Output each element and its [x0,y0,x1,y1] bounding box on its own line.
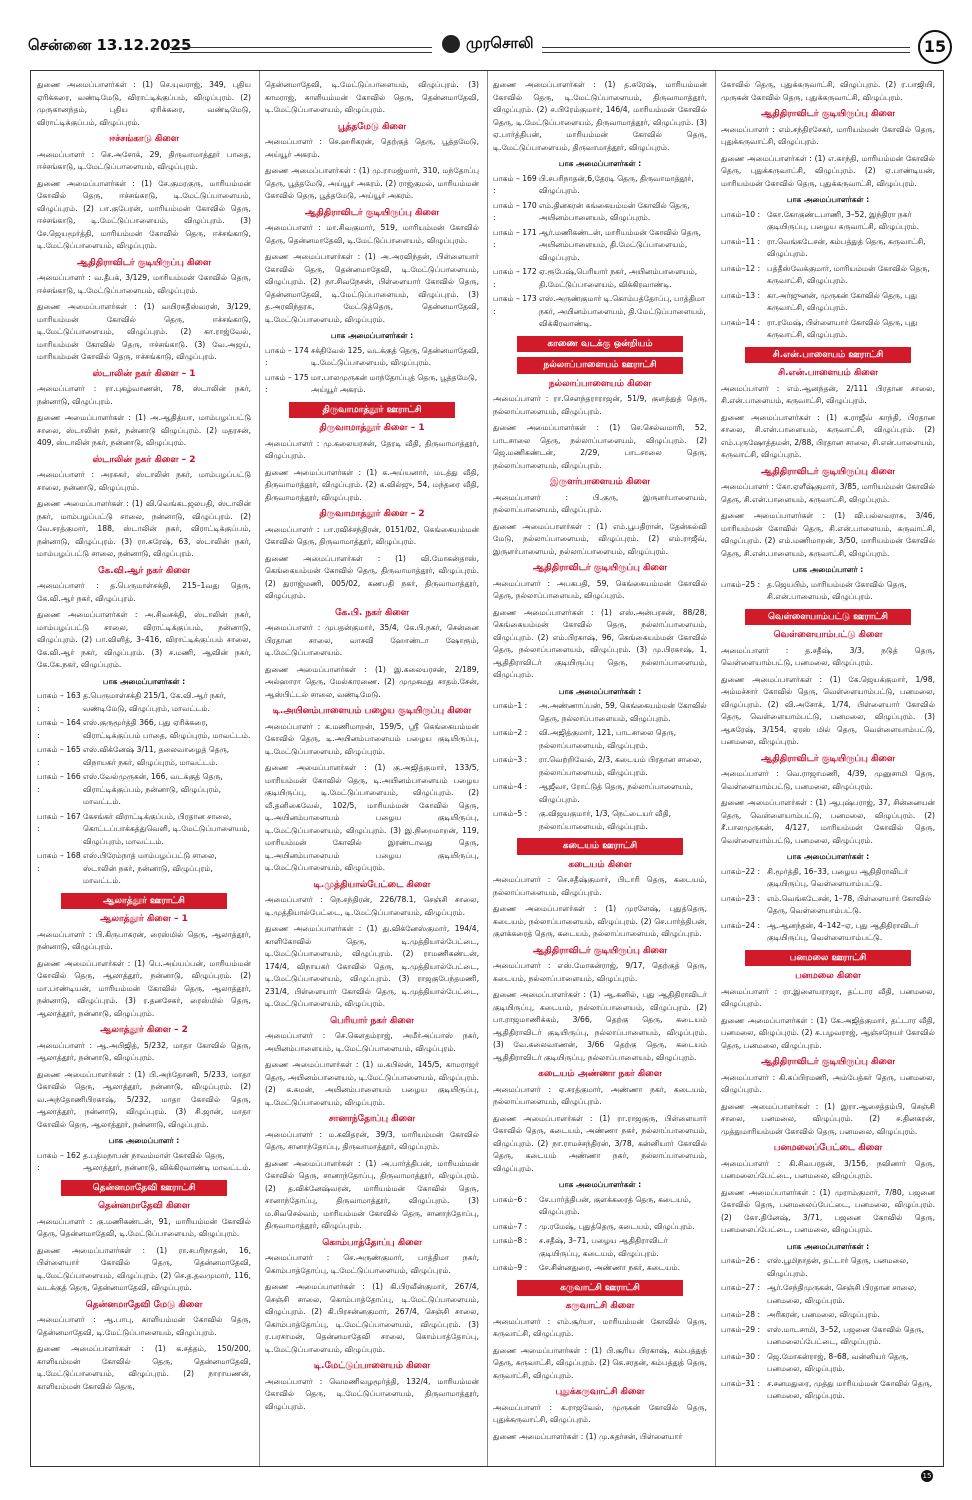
branch-heading: ஆதிதிராவிடர் குடியிருப்பு கிளை [761,109,895,119]
paragraph: அமைப்பாளர் : கு.மணிகண்டன், 91, மாரியம்மன் கோவில் தெரு, தென்னமாதேவி, டி.மேட்டுப்பாளையம், விழுப்புரம். [37,1216,251,1238]
booth-list [721,579,935,604]
booth-row [721,920,935,945]
booth-number: பாகம் – 168 : [37,851,81,873]
issue-date: சென்னை 13.12.2025 [28,36,192,54]
masthead [442,34,534,54]
section-banner: திருவாமாத்தூர் ஊராட்சி [289,402,455,419]
booth-organizer: எஸ்.அருண்குமார் டி.கொம்பத்தோப்பு, பாத்திமா நகர், அயினம்பாளையம், தி.மேட்டுப்பாளையம், விக்கிரவாண்டி. [539,294,706,328]
booth-row [37,850,251,888]
booth-number: பாகம்–24 : [721,920,761,930]
booth-row [37,744,251,769]
booth-row [721,209,935,234]
booth-row [37,717,251,742]
paragraph: துணை அமைப்பாளர்கள் : (1) கி.பிரவீன்குமார், 267/4, செஞ்சி சாலை, கொம்பாத்தோப்பு, டி.மேட்டுப்பாளையம், விழுப்புரம். (2) கி.பிரசன்னகுமார், 267/4, செஞ்சி சாலை, கொம்பாத்தோப்பு, டி.மேட்டுப்பாளையம், விழுப்புரம். (3) ர.பரசாமன், தென்னமாதேவி சாலை, கொம்பாத்தோப்பு, டி.மேட்டுப்பாளையம், விழுப்புரம். [265,1282,479,1354]
booth-row [493,266,707,291]
booth-organizer: ஏ.ரூபேஷ்,பெரியார் நகர், அயினம்பாளையம், தி.மேட்டுப்பாளையம், விக்கிரவாண்டி. [539,267,698,289]
branch-heading: இருளர்பாளையம் கிளை [549,477,651,487]
paragraph: அமைப்பாளர் : எம்.சந்திரசேகர், மாரியம்மன் கோவில் தெரு, புதுக்கருவாட்சி, விழுப்புரம். [721,124,935,146]
branch-heading: ஆலாத்தூர் கிளை – 1 [100,914,188,924]
booth-row [721,1255,935,1280]
branch-heading: நல்லாப்பாளையம் கிளை [548,378,652,389]
article-frame [30,70,944,1467]
paragraph: துணை அமைப்பாளர்கள் : (1) முரளேஷ், புதுத்தெரு, கடையம், நல்லாப்பாளையம், விழுப்புரம். (2) செ.பார்த்திபன், குளக்கரைத் தெரு, கடையம், நல்லாப்பாளையம், விழுப்புரம். [493,904,707,938]
branch-heading: ஆதிதிராவிடர் குடியிருப்பு கிளை [77,257,211,268]
booth-row [721,579,935,604]
paragraph: அமைப்பாளர் : க.மணிமாறன், 159/5, ஸ்ரீ கெங்கையம்மன் கோவில் தெரு, டி.அயினம்பாளையம் பழைய குடியிருப்பு, டி.மேட்டுப்பாளையம், விழுப்புரம். [265,721,479,756]
booth-number: பாகம் – 162 : [37,1150,81,1172]
branch-heading: ஸ்டாலின் நகர் கிளை – 1 [92,368,196,379]
paragraph: துணை அமைப்பாளர்கள் : (1) மு.ராமஜ்மார், 310, மந்தோப்பு தெரு, பூத்தமேடு, அய்யூர் அகரம். (2) ராஜ்குமல், மாரியம்மன் கோவில் தெரு, பூத்தமேடு, அய்யூர் அகரம். [265,166,479,200]
booth-row [721,866,935,891]
booth-row [493,754,707,779]
branch-heading: ஆதிதிராவிடர் குடியிருப்பு கிளை [533,945,667,956]
paragraph: துணை அமைப்பாளர்கள் : (1) எ.காந்தி, மாரியம்மன் கோவில் தெரு, புதுக்கருவாட்சி, விழுப்புரம். (2) ஏ.பாண்டியன், மாரியம்மன் கோவில் தெரு, புதுக்கருவாட்சி, விழுப்புரம். [721,153,935,188]
booth-number: பாகம்–14 : [721,317,761,327]
paragraph: அமைப்பாளர் : கி.கப்பிரமணி, அம்பேத்கர் தெரு, பனமலை, விழுப்புரம். [721,1072,935,1094]
paragraph: துணை அமைப்பாளர்கள் : (1) ரா.ராஜகுரு, பிள்ளையார் கோவில் தெரு, கடையம், அண்ணா நகர், நல்லாப்பாளையம், விழுப்புரம். (2) நா.ராமச்சந்திரன், 3/78, கன்னியார் கோவில் தெரு, கடையம் அண்ணா நகர், நல்லாப்பாளையம், விழுப்புரம். [493,1113,707,1173]
header-rule-left [170,47,432,53]
paragraph: அமைப்பாளர் : பி.குரு, இருளர்பாளையம், நல்லாப்பாளையம், விழுப்புரம். [493,492,707,514]
paragraph: அமைப்பாளர் : செ.அசோக், 29, திருவாமாத்தூர் பாதை, ஈச்சங்காடு, டி.மேட்டுப்பாளையம், விழுப்புரம். [37,149,251,171]
column-4 [721,79,935,1405]
branch-heading: பெரியார் நகர் கிளை [330,1015,414,1026]
paragraph: அமைப்பாளர் : ரா.இளையராஜா, தட்டார வீதி, பனமலை, விழுப்புரம். [721,986,935,1008]
paragraph: துணை அமைப்பாளர்கள் : (1) அ.அரவிந்தன், பிள்ளையார் கோவில் தெரு, தென்னமாதேவி, டி.மேட்டுப்பாளையம், விழுப்புரம். (2) நா.சிவநேசன், பிள்ளையார் கோவில் தெரு, தென்னமாதேவி, டி.மேட்டுப்பாளையம், விழுப்புரம். (3) த.அரவிந்தரசு, மேட்டுத்தெரு, தென்னமாதேவி, டி.மேட்டுப்பாளையம், விழுப்புரம். [265,252,479,324]
paragraph: அமைப்பாளர் : மு.கலையரசன், தேரடி வீதி, திருவாமாத்தூர், விழுப்புரம். [265,438,479,460]
paragraph: துணை அமைப்பாளர்கள் : (1) செ.யுவராஜ், 349, புதிய ஏரிக்கரை, வண்டிமேடு, விராட்டிக்குப்பம், விழுப்புரம். (2) முருகானந்தம், புதிய ஏரிக்கரை, வண்டிமேடு, விராட்டிக்குப்பம், விழுப்புரம். [37,80,251,127]
lion-emblem-icon [442,35,460,53]
paragraph: துணை அமைப்பாளர்கள் : (1) முராம்குமார், 7/80, பஜனை கோவில் தெரு, பனமலைப்பேட்டை, பனமலை, விழுப்புரம். (2) கோ.தினேஷ், 3/71, பஜனை கோவில் தெரு, பனமலைப்பேட்டை, பனமலை, விழுப்புரம். [721,1187,935,1234]
booth-list [721,209,935,342]
paragraph: துணை அமைப்பாளர்கள் : (1) வயிரசுதீஸ்வரன், 3/129, மாரியம்மன் கோவில் தெரு, ஈச்சங்காடு, டி.மேட்டுப்பாளையம், விழுப்புரம். (2) கா.ராஜ்வேல், மாரியம்மன் கோவில் தெரு, ஈச்சங்காடு. (3) வே.அஜய், மாரியம்மன் கோவில் தெரு, ஈச்சங்காடு, விழுப்புரம். [37,302,251,361]
booth-organizer: அரிகரன், பனமலை, விழுப்புரம். [767,1310,880,1319]
booth-number: பாகம்–30 : [721,1351,761,1361]
booth-number: பாகம்–1 : [493,701,528,710]
booth-list [493,700,707,833]
branch-heading: கருவாட்சி கிளை [565,1301,635,1311]
paragraph: துணை அமைப்பாளர்கள் : (1) எஸ்.அன்பரசன், 88/28, கெங்கையம்மன் கோவில் தெரு, நல்லாப்பாளையம், விழுப்புரம். (2) எம்.பிரகாஷ், 96, கெங்கையம்மன் கோவில் தெரு, நல்லாப்பாளையம், விழுப்புரம். (3) மு.பிரகாஷ், 1, ஆதிதிராவிடர் குடியிருப்பு தெரு, நல்லாப்பாளையம், விழுப்புரம். [493,607,707,679]
subheading: பாக அமைப்பாளர்கள் : [102,676,186,686]
booth-list [37,690,251,888]
page-number: 15 [918,30,952,64]
booth-organizer: பி.சபரிநாதன்,6,தேரடி தெரு, திருவாமாத்தூர், விழுப்புரம். [539,173,694,195]
paragraph: அமைப்பாளர் : அபகபதி, 59, கெங்கையம்மன் கோவில் தெரு, நல்லாப்பாளையம், விழுப்புரம். [493,578,707,600]
section-banner: தென்னமாதேவி ஊராட்சி [61,1180,227,1197]
booth-organizer: அ.அண்ணாப்பன், 59, கெங்கையம்மன் கோவில் தெரு, நல்லாப்பாளையம், விழுப்புரம். [539,701,707,723]
booth-organizer: கு.விஜயகுமார், 1/3, நெட்டையர் வீதி, நல்லாப்பாளையம், விழுப்புரம். [539,809,672,831]
booth-row [493,700,707,725]
branch-heading: ஈச்சங்காடு கிளை [109,134,179,144]
paragraph: அமைப்பாளர் : வெமணிவழமூர்த்தி, 132/4, மாரியம்மன் கோவில் தெரு, டி.மேட்டுப்பாளையம், திருவாமாத்தூர், விழுப்புரம். [265,1376,479,1411]
booth-organizer: எஸ்.வேல்முருகன், 166, வடக்குத் தெரு, விராட்டிக்குப்பம், நன்னாடு, விழுப்புரம், மாவட்டம். [83,772,223,806]
booth-row [721,290,935,315]
branch-heading: வெள்ளையாம்பட்டு கிளை [773,630,883,640]
booth-number: பாகம்–11 : [721,236,761,246]
booth-organizer: ஆர்.சேந்திமுருகன், செஞ்சி பிரதான சாலை, பனமலை, விழுப்புரம். [767,1283,917,1305]
branch-heading: டி.மேட்டுப்பாளையம் கிளை [313,1361,431,1371]
paragraph: துணை அமைப்பாளர்கள் : (1) ஆபுஷ்பராஜ், 37, சின்னையன் தெரு, வெள்ளையாம்பட்டு, பனமலை, விழுப்புரம். (2) சீ.பாலமுருகன், 4/127, மாரியம்மன் கோவில் தெரு, வெள்ளையாம்பட்டு, பனமலை, விழுப்புரம். [721,798,935,845]
booth-organizer: எஸ்.மாடசாமி, 3–52, பஜனை கோவில் தெரு, பனமலைப்பேட்டை, விழுப்புரம். [767,1324,925,1346]
booth-row [493,293,707,331]
booth-number: பாகம்–9 : [493,1263,528,1272]
column-3 [493,79,707,1447]
branch-heading: ஆதிதிராவிடர் குடியிருப்பு கிளை [761,1057,895,1067]
branch-heading: ஆதிதிராவிடர் குடியிருப்பு கிளை [533,563,667,573]
booth-list [721,866,935,945]
booth-row [493,1235,707,1260]
branch-heading: டி.முத்தியால்பேட்டை கிளை [313,879,431,890]
paragraph: துணை அமைப்பாளர்கள் : அ.சிவசக்தி, ஸ்டாலின் நகர், மாம்பழப்பட்டு சாலை, விராட்டிக்குப்பம், நன்னாடு, விழுப்புரம். (2) பா.விளித், 3–416, விராட்டிக்குப்பம் சாலை, கே.வி.ஆர் நகர், விழுப்புரம். (3) ச.மணி, ஆவின் நகர், கே.கே.நகர், விழுப்புரம். [37,610,251,669]
subheading: பாக அமைப்பாளர் : [792,565,864,574]
booth-number: பாகம் – 172 : [493,267,537,289]
booth-number: பாகம்–2 : [493,728,528,737]
paragraph: துணை அமைப்பாளர்கள் : (1) கே.ஜெயக்குமார், 1/98, அம்மச்சார் கோவில் தெரு, வெள்ளையாம்பட்டு, பனமலை, விழுப்புரம். (2) வி.அசோக், 1/74, பிள்ளையார் கோவில் தெரு, வெள்ளையாம்பட்டு, பனமலை, விழுப்புரம். (3) ஆசுரேஷ், 3/154, ஏரஸ் மில் தெரு, வெள்ளையாம்பட்டு, பனமலை, விழுப்புரம். [721,674,935,746]
booth-row [37,1150,251,1175]
branch-heading: ஸ்டாலின் நகர் கிளை – 2 [92,454,196,465]
paragraph: அமைப்பாளர் : த.சதீஷ், 3/3, நடுத் தெரு, வெள்ளையாம்பட்டு, பனமலை, விழுப்புரம். [721,645,935,667]
branch-heading: ஆலாத்தூர் கிளை – 2 [100,1025,188,1035]
booth-list [37,1150,251,1175]
booth-number: பாகம்–26 : [721,1256,761,1265]
paragraph: துணை அமைப்பாளர்கள் : (1) பெ.அய்யப்பன், மாரியம்மன் கோவில் தெரு, ஆலாத்தூர், நன்னாடு, விழுப்புரம். (2) மா.பாண்டியன், மாரியம்மன் கோவில் தெரு, ஆலாத்தூர், நன்னாடு, விழுப்புரம். (3) ர.தனசேகர், ரைஸ்மில் தெரு, ஆலாத்தூர், நன்னாடு, விழுப்புரம். [37,958,251,1018]
booth-row [37,690,251,715]
branch-heading: கே.பி. நகர் கிளை [335,607,409,618]
paragraph: துணை அமைப்பாளர்கள் : (1) இ.கலையரசன், 2/189, அல்ஹாரா தெரு, மேல்காரணை. (2) முமுகமது சாதம்.சேன், ஆஸ்பிட்டல் சாலை, வண்டிமேடு. [265,664,479,699]
booth-number: பாகம்–5 : [493,809,528,818]
paper-name: முரசொலி [466,34,534,52]
branch-heading: கொம்பாத்தோப்பு கிளை [322,1237,422,1248]
branch-heading: பனமலைப்பேட்டை கிளை [773,1143,883,1153]
branch-heading: பனமலை கிளை [795,971,861,981]
booth-number: பாகம்–6 : [493,1194,528,1204]
paragraph: துணை அமைப்பாளர்கள் : (1) இரா.ஆசைத்தம்பி, செஞ்சி சாலை, பனமலை, விழுப்புரம். (2) ச.தினகரன், முத்துமாரியம்மன் கோவில் தெரு, பனமலை, விழுப்புரம். [721,1101,935,1136]
paragraph: துணை அமைப்பாளர்கள் : (1) ஆ.கனில், புது ஆதிதிராவிடர் குடியிருப்பு, கடையம், நல்லாப்பாளையம், விழுப்புரம். (2) பா.ராஜமாணிக்கம், 3/66, தெற்கு தெரு, கடையம் ஆதிதிராவிடர் குடியிருப்பு, நல்லாப்பாளையம், விழுப்புரம். (3) வே.கலைவாணன், 3/66 தெற்கு தெரு, கடையம் ஆதிதிராவிடர் குடியிருப்பு, நல்லாப்பாளையம், விழுப்புரம். [493,990,707,1062]
booth-row [37,771,251,809]
booth-organizer: சக்திவேல் 125, வடக்குத் தெரு, தென்னமாதேவி, டி.மேட்டுப்பாளையம், விழுப்புரம். [311,345,479,367]
booth-number: பாகம் – 169 : [493,173,537,195]
booth-number: பாகம் – 164 : [37,718,81,740]
booth-row [721,1378,935,1403]
booth-number: பாகம் – 171 : [493,227,537,249]
section-banner: நல்லாப்பாளையம் ஊராட்சி [517,357,683,374]
booth-organizer: த.பெருமாள்சக்தி 215/1, கே.வி.ஆர் நகர், வண்டிமேடு, விழுப்புரம், மாவட்டம். [83,691,227,713]
paragraph: துணை அமைப்பாளர்கள் : (1) க.அய்யனார், மடத்து வீதி, திருவாமாத்தூர், விழுப்புரம். (2) க.வில்ஜு, 54, மந்தரை வீதி, திருவாமாத்தூர், விழுப்புரம். [265,467,479,502]
booth-number: பாகம் – 174 : [265,345,309,367]
booth-number: பாகம்–23 : [721,893,761,903]
paragraph: துணை அமைப்பாளர்கள் : (1) அ.ஆதித்யா, மாம்பழப்பட்டு சாலை, ஸ்டாலின் நகர், நன்னாடு விழுப்புரம். (2) மதரசன், 409, ஸ்டாலின் நகர், நன்னாடு, விழுப்புரம். [37,413,251,447]
booth-row [493,1262,707,1275]
column-1 [37,79,251,1397]
booth-organizer: கோ.கோகுண்டபாணி, 3–52, இந்திரா நகர் குடியிருப்பு, பழைய கருவாட்சி, விழுப்புரம். [767,209,920,231]
page-mark: 15 [922,1472,932,1480]
booth-list [493,173,707,331]
booth-row [721,236,935,261]
branch-heading: பூத்தமேடு கிளை [337,121,407,132]
booth-organizer: எம்.தினகரன் கங்கையம்மன் கோவில் தெரு, அயினம்பாளையம், விழுப்புரம். [539,200,690,222]
paragraph: அமைப்பாளர் : ரா.சௌந்தராராஜன், 51/9, குளத்துத் தெரு, நல்லாப்பாளையம், விழுப்புரம். [493,394,707,416]
paragraph: அமைப்பாளர் : செ.ஹரிகரன், தெற்குத் தெரு, பூத்தமேடு, அய்யூர் அகரம். [265,137,479,159]
booth-organizer: த.பத்மநாபன் நாவம்மாள் கோவில் தெரு, ஆலாத்தூர், நன்னாடு, விக்கிரவாண்டி மாவட்டம். [83,1150,251,1172]
booth-organizer: எஸ்.பூமிநாதன், தட்டார் தெரு, பனமலை, விழுப்புரம். [767,1256,909,1278]
booth-organizer: கேசங்கர் விராட்டிக்குப்பம், பிரதான சாலை, கொட்டப்பாக்கத்துவெளி, டி.மேட்டுப்பாளையம், விழுப்புரம், மாவட்டம். [83,811,250,846]
booth-organizer: ரா.வெங்கடேசன், கம்பத்துத் தெரு, கருவாட்சி, விழுப்புரம். [767,236,926,258]
paragraph: துணை அமைப்பாளர்கள் : (1) வி.பல்லவராசு, 3/46, மாரியம்மன் கோவில் தெரு, சி.என்.பாளையம், கருவாட்சி, விழுப்புரம். (2) எம்.மணிமாறன், 3/50, மாரியம்மன் கோவில் தெரு, சி.என்.பாளையம், கருவாட்சி, விழுப்புரம். [721,511,935,558]
booth-organizer: சே.சின்னதுரை, அண்ணா நகர், கடையம். [539,1263,680,1272]
branch-heading: கடையம் கிளை [568,859,632,870]
paragraph: துணை அமைப்பாளர்கள் : (1) வி.வெங்கடஜலபதி, ஸ்டாலின் நகர், மாம்பழப்பட்டு சாலை, நன்னாடு, விழுப்புரம். (2) வே.சரத்குமார், 188, ஸ்டாலின் நகர், விராட்டிக்குப்பம், நன்னாடு, விழுப்புரம். (3) ரா.சுரேஷ், 63, ஸ்டாலின் நகர், மாம்பழப்பட்டு சாலை, நன்னாடு, விழுப்புரம். [37,499,251,558]
branch-heading: புதுக்கருவாட்சி கிளை [555,1387,645,1397]
paragraph: அமைப்பாளர் : ம.கவிதரன், 39/3, மாரியம்மன் கோவில் தெரு, சானாந்தோப்பு, திருவாமாத்தூர், விழுப்புரம். [265,1129,479,1151]
booth-row [493,808,707,833]
subheading: பாக அமைப்பாளர்கள் : [558,1180,642,1189]
booth-number: பாகம்–22 : [721,866,761,876]
booth-row [265,372,479,397]
booth-organizer: கா.அர்ஜுனன், முருகன் கோவில் தெரு, புது கருவாட்சி, விழுப்புரம். [767,290,918,312]
paragraph: தென்னமாதேவி, டி.மேட்டுப்பாளையம், விழுப்புரம். (3) காமராஜ், காளியம்மன் கோவில் தெரு, தென்னமாதேவி, டி.மேட்டுப்பாளையம், விழுப்புரம். [265,80,479,114]
paragraph: துணை அமைப்பாளர்கள் : (1) க.ராஜீவ் காந்தி, பிரதான சாலை, சி.என்.பாளையம், கருவாட்சி, விழுப்புரம். (2) எம்.புருஷோத்தமன், 2/88, பிரதான சாலை, சி.என்.பாளையம், கருவாட்சி, விழுப்புரம். [721,412,935,459]
branch-heading: ஆதிதிராவிடர் குடியிருப்பு கிளை [305,207,439,218]
booth-row [493,727,707,752]
subheading: பாக அமைப்பாளர்கள் : [786,195,870,204]
paragraph: துணை அமைப்பாளர்கள் : (1) மு.சுதர்சன், பிள்ளையார் [493,1431,683,1441]
branch-heading: கே.வி.ஆர் நகர் கிளை [98,565,190,576]
booth-number: பாகம் – 173 : [493,294,537,316]
section-banner: கடையம் ஊராட்சி [517,838,683,855]
branch-heading: ஆதிதிராவிடர் குடியிருப்பு கிளை [761,753,895,764]
subheading: பாக அமைப்பாளர்கள் : [786,1241,870,1251]
paragraph: அமைப்பாளர் : எம்.சூர்யா, மாரியம்மன் கோவில் தெரு, கருவாட்சி, விழுப்புரம். [493,1316,707,1338]
paragraph: அமைப்பாளர் : த.பெருமாள்சக்தி, 215–1வது தெரு, கே.வி.ஆர் நகர், விழுப்புரம். [37,581,251,603]
booth-organizer: வி.அஜித்குமார், 121, பாடசாலை தெரு, நல்லாப்பாளையம், விழுப்புரம். [539,728,677,750]
booth-number: பாகம்–28 : [721,1310,761,1319]
booth-organizer: ஆ.ஆனந்தன், 4–142–ஏ, புது ஆதிதிராவிடர் குடியிருப்பு, வெள்ளையாம்பட்டு. [767,920,919,942]
paragraph: துணை அமைப்பாளர்கள் : (1) பி.அந்தோணி, 5/233, மாதா கோவில் தெரு, ஆலாத்தூர், நன்னாடு, விழுப்புரம். (2) வ.அந்தோணிபிரகாஷ், 5/232, மாதா கோவில் தெரு, ஆலாத்தூர், நன்னாடு, விழுப்புரம். (3) சி.ஜான், மாதா கோவில் தெரு, ஆலாத்தூர், நன்னாடு, விழுப்புரம். [37,1069,251,1129]
header-rule-right [542,47,910,53]
booth-number: பாகம்–25 : [721,579,761,589]
column-divider [715,71,716,1466]
branch-heading: திருவாமாத்தூர் கிளை – 1 [319,423,425,433]
booth-number: பாகம்–8 : [493,1236,528,1245]
paragraph: துணை அமைப்பாளர்கள் : (1) அ.பார்த்திபன், மாரியம்மன் கோவில் தெரு, சானாந்தோப்பு, திருவாமாத்தூர், விழுப்புரம். (2) த.விக்னேஷ்வரன், மாரியம்மன் கோவில் தெரு, சானாந்தோப்பு, திருவாமாத்தூர், விழுப்புரம். (3) ம.சிவசெல்வம், மாரியம்மன் கோவில் தெரு, சானாந்தோப்பு, திருவாமாத்தூர், விழுப்புரம். [265,1158,479,1230]
paragraph: அமைப்பாளர் : க.ராஜவேல், முருகன் கோவில் தெரு, புதுக்கருவாட்சி, விழுப்புரம். [493,1402,707,1424]
paragraph: துணை அமைப்பாளர்கள் : (1) எம்.பூபதிரான், தேன்கல்வி மேடு, நல்லாப்பாளையம், விழுப்புரம். (2) எம்.ராஜீவ், இருளர்பாளையம், நல்லாப்பாளையம், விழுப்புரம். [493,521,707,556]
booth-organizer: ஆஜீவா, ரோட்டுத் தெரு, நல்லாப்பாளையம், விழுப்புரம். [539,782,693,804]
paragraph: அமைப்பாளர் : பி.கிருபாகரன், ரைஸ்மில் தெரு, ஆலாத்தூர், நன்னாடு, விழுப்புரம். [37,929,251,951]
booth-number: பாகம்–29 : [721,1324,761,1334]
booth-row [721,1309,935,1322]
paragraph: அமைப்பாளர் : ஆ.அபிஜித், 5/232, மாதா கோவில் தெரு, ஆலாத்தூர், நன்னாடு, விழுப்புரம். [37,1040,251,1062]
paragraph: அமைப்பாளர் : ஏ.சரத்குமார், அண்ணா நகர், கடையம், நல்லாப்பாளையம், விழுப்புரம். [493,1084,707,1106]
paragraph: அமைப்பாளர் : பா.ரவிச்சந்திரன், 0151/02, கெங்கையம்மன் கோவில் தெரு, திருவாமாத்தூர், விழுப்புரம். [265,524,479,546]
section-banner: பனமலை ஊராட்சி [745,950,911,967]
booth-number: பாகம்–27 : [721,1283,761,1292]
booth-number: பாகம் – 170 : [493,200,537,222]
booth-number: பாகம் – 166 : [37,772,81,794]
paragraph: அமைப்பாளர் : செ.சதீஷ்குமார், பிடாரி தெரு, கடையம், நல்லாப்பாளையம், விழுப்புரம். [493,875,707,897]
paragraph: அமைப்பாளர் : எம்.ஆனந்தன், 2/111 பிரதான சாலை, சி.என்.பாளையம், கருவாட்சி, விழுப்புரம். [721,383,935,405]
subheading: பாக அமைப்பாளர்கள் : [558,159,642,168]
booth-row [493,781,707,806]
booth-organizer: பத்தீஸ்வேக்குமார், மாரியம்மன் கோவில் தெரு, கருவாட்சி, விழுப்புரம். [767,263,930,285]
branch-heading: ஆதிதிராவிடர் குடியிருப்பு கிளை [761,466,895,477]
section-banner: கருவாட்சி ஊராட்சி [517,1280,683,1297]
paragraph: அமைப்பாளர் : வெ.ராஜாமணி, 4/39, முனுசாமி தெரு, வெள்ளையாம்பட்டு, பனமலை, விழுப்புரம். [721,769,935,791]
column-divider [259,71,260,1466]
paragraph: அமைப்பாளர் : கி.சிவபரதன், 3/156, நவினார் தெரு, பனமலைப்பேட்டை, பனமலை, விழுப்புரம். [721,1158,935,1180]
booth-organizer: சே.பார்த்திபன், குளக்கரைத் தெரு, கடையம், விழுப்புரம். [539,1194,692,1216]
paragraph: துணை அமைப்பாளர்கள் : (1) க.சத்தம், 150/200, காளியம்மன் கோவில் தெரு, தென்னமாதேவி, டி.மேட்டுப்பாளையம், விழுப்புரம். (2) நாராயணன், காளியம்மன் கோவில் தெரு, [37,1344,251,1391]
booth-row [493,200,707,225]
branch-heading: தென்னமாதேவி கிளை [98,1201,190,1211]
booth-row [721,893,935,918]
booth-row [493,1194,707,1219]
paragraph: கோவில் தெரு, புதுக்கருவாட்சி, விழுப்புரம். (2) ர.பாஜியி, முருகன் கோவில் தெரு, புதுக்கருவாட்சி, விழுப்புரம். [721,80,935,102]
booth-organizer: எம்.வெங்கடேசன், 1–78, பிள்ளையார் கோவில் தெரு, வெள்ளையாம்பட்டு. [767,893,931,915]
paragraph: அமைப்பாளர் : ரா.புகழ்வாணன், 78, ஸ்டாலின் நகர், நன்னாடு, விழுப்புரம். [37,384,251,406]
booth-number: பாகம்–13 : [721,290,761,300]
booth-organizer: த.ஜெயபிம், மாரியம்மன் கோவில் தெரு, சி.என்.பாளையம், விழுப்புரம். [767,579,907,601]
booth-organizer: ஜெ.மோகன்ராஜ், 8–68, வன்னியர் தெரு, பனமலை, விழுப்புரம். [767,1351,909,1373]
booth-number: பாகம்–31 : [721,1378,761,1388]
booth-number: பாகம் – 163 : [37,691,81,713]
booth-number: பாகம் – 165 : [37,745,81,767]
paragraph: அமைப்பாளர் : மா.சிவகுமார், 519, மாரியம்மன் கோவில் தெரு, தென்னமாதேவி, டி.மேட்டுப்பாளையம், விழுப்புரம். [265,223,479,245]
section-banner: காணை வடக்கு ஒன்றியம் [517,336,683,353]
booth-number: பாகம் – 167 : [37,811,81,833]
paragraph: அமைப்பாளர் : ஆ.பாபு, காளியம்மன் கோவில் தெரு, தென்னமாதேவி, டி.மேட்டுப்பாளையம், விழுப்புரம். [37,1315,251,1337]
paragraph: அமைப்பாளர் : நெ.சந்திரன், 226/78.1, செஞ்சி சாலை, டி.முத்தியால்பேட்டை, டி.மேட்டுப்பாளையம், விழுப்புரம். [265,895,479,917]
booth-organizer: ஆர்.மணிகண்டன், மாரியம்மன் கோவில் தெரு, அயினம்பாளையம், தி.மேட்டுப்பாளையம், விழுப்புரம். [539,227,702,262]
paragraph: துணை அமைப்பாளர்கள் : (1) த.சுரேஷ், மாரியம்மன் கோவில் தெரு, டி.மேட்டுப்பாளையம், திருவாமாத்தூர், விழுப்புரம். (2) ச.பிரேம்குமார், 146/4, மாரியம்மன் கோவில் தெரு, டி.மேட்டுப்பாளையம், திருவாமாத்தூர், விழுப்புரம். (3) ஏ.பார்த்திபன், மாரியம்மன் கோவில் தெரு, டி.மேட்டுப்பாளையம், திருவாமாத்தூர், விழுப்புரம். [493,80,707,152]
booth-number: பாகம்–7 : [493,1221,528,1231]
subheading: பாக அமைப்பாளர்கள் : [786,852,870,861]
paragraph: அமைப்பாளர் : கோ.ஏளீஷ்குமார், 3/85, மாரியம்மன் கோவில் தெரு, சி.என்.பாளையம், கருவாட்சி, விழுப்புரம். [721,482,935,504]
booth-organizer: ச.சனமதுரை, முத்து மாரியம்மன் கோவில் தெரு, பனமலை, விழுப்புரம். [767,1378,933,1400]
booth-organizer: ரா.வெற்றிவேல், 2/3, கடையம் பிரதான சாலை, நல்லாப்பாளையம், விழுப்புரம். [539,755,702,777]
paragraph: துணை அமைப்பாளர்கள் : (1) வி.மோகன்தாஸ், கெங்கையம்மன் கோவில் தெரு, திருவாமாத்தூர், விழுப்புரம். (2) துராஜ்மணி, 005/02, கணபதி நகர், திருவாமாத்தூர், விழுப்புரம். [265,553,479,600]
booth-row [721,1282,935,1307]
paragraph: துணை அமைப்பாளர்கள் : (1) செ.செல்வமாரி, 52, பாடசாலை தெரு, நல்லாப்பாளையம், விழுப்புரம். (2) ஜெ.மணிகண்டன், 2/29, பாடசாலை தெரு, நல்லாப்பாளையம், விழுப்புரம். [493,423,707,470]
section-banner: சி.என்.பாளையம் ஊராட்சி [745,347,911,364]
booth-organizer: மா.பாலமுருகன் மாந்தோப்புத் தெரு, பூத்தமேடு, அய்யூர் அகரம். [311,372,478,394]
paragraph: அமைப்பாளர் : அரசுகர், ஸ்டாலின் நகர், மாம்பழப்பட்டு சாலை, நன்னாடு, விழுப்புரம். [37,470,251,492]
booth-list [493,1194,707,1275]
subheading: பாக அமைப்பாளர் : [108,1136,180,1145]
paragraph: அமைப்பாளர் : வ.தீபக், 3/129, மாரியம்மன் கோவில் தெரு, ஈச்சங்காடு, டி.மேட்டுப்பாளையம், விழுப்புரம். [37,273,251,295]
column-2 [265,79,479,1417]
booth-row [493,1221,707,1234]
branch-heading: டி.அயினம்பாளையம் பழைய குடியிருப்பு கிளை [272,706,472,716]
section-banner: ஆலாத்தூர் ஊராட்சி [61,893,227,910]
paragraph: துணை அமைப்பாளர்கள் : (1) பி.சூரிய பிரகாஷ், கம்பத்துத் தெரு, கருவாட்சி, விழுப்புரம். (2) கெ.சரதன், கம்பத்துத் தெரு, கருவாட்சி, விழுப்புரம். [493,1345,707,1380]
booth-organizer: ரா.ரமேஷ், பிள்ளையார் கோவில் தெரு, புது கருவாட்சி, விழுப்புரம். [767,317,918,339]
branch-heading: சானாந்தோப்பு கிளை [328,1114,416,1124]
branch-heading: சி.என்.பாளையம் கிளை [778,368,878,378]
branch-heading: திருவாமாத்தூர் கிளை – 2 [319,509,425,519]
booth-organizer: மு.ரமேஷ், புதுத்தெரு, கடையம், விழுப்புரம். [539,1221,695,1231]
paragraph: அமைப்பாளர் : எஸ்.மோகன்ராஜ், 9/17, தெற்குத் தெரு, கடையம், நல்லாப்பாளையம், விழுப்புரம். [493,961,707,983]
column-divider [487,71,488,1466]
booth-row [721,1351,935,1376]
paragraph: அமைப்பாளர் : செ.அருண்குமார், பாத்திமா நகர், கொம்பாத்தோப்பு, டி.மேட்டுப்பாளையம், விழுப்புரம். [265,1253,479,1275]
paragraph: துணை அமைப்பாளர்கள் : (1) கு.அஜித்குமார், 133/5, மாரியம்மன் கோவில் தெரு, டி.அயினம்பாளையம் பழைய குடியிருப்பு, டி.மேட்டுப்பாளையம், விழுப்புரம். (2) வீ.தனிகைவேல், 102/5, மாரியம்மன் கோவில் தெரு, டி.அயினம்பாளையம் பழைய குடியிருப்பு, டி.மேட்டுப்பாளையம், விழுப்புரம். (3) இ.நிறைமாறன், 119, மாரியம்மன் கோவில் இரண்டாவது தெரு, டி.அயினம்பாளையம் பழைய குடியிருப்பு, டி.மேட்டுப்பாளையம், விழுப்புரம். [265,763,479,872]
booth-list [265,345,479,397]
paragraph: துணை அமைப்பாளர்கள் : (1) ரா.சபரிநாதன், 16, பிள்ளையார் கோவில் தெரு, தென்னமாதேவி, டி.மேட்டுப்பாளையம், விழுப்புரம். (2) செ.த.தவமுமார், 116, வடக்குத் தெரு, தென்னமாதேவி, விழுப்புரம். [37,1245,251,1292]
booth-number: பாகம்–12 : [721,263,761,273]
booth-row [721,1324,935,1349]
subheading: பாக அமைப்பாளர்கள் : [558,686,642,696]
booth-row [721,263,935,288]
booth-number: பாகம்–4 : [493,782,528,791]
booth-organizer: எஸ்.குருமூர்த்தி 366, புது ஏரிக்கரை, விராட்டிக்குப்பம் பாதை, விழுப்புரம், மாவட்டம். [83,718,251,740]
paragraph: துணை அமைப்பாளர்கள் : (1) து.விக்னேஸ்குமார், 194/4, காளிகோவில் தெரு, டி.முத்தியால்பேட்டை, டி.மேட்டுப்பாளையம், விழுப்புரம். (2) ராமணிகண்டன், 174/4, விநாயகர் கோவில் தெரு, டி.முத்தியால்பேட்டை, டி.மேட்டுப்பாளையம், விழுப்புரம். (3) ராஜகுபேந்தமணி, 231/4, பிள்ளையார் கோவில் தெரு, டி.முத்தியால்பேட்டை, டி.மேட்டுப்பாளையம், விழுப்புரம். [265,924,479,1008]
booth-number: பாகம்–10 : [721,209,761,219]
branch-heading: தென்னமாதேவி மேடு கிளை [85,1299,203,1310]
paragraph: துணை அமைப்பாளர்கள் : (1) சே.குமரகுரு, மாரியம்மன் கோவில் தெரு, ஈச்சங்காடு, டி.மேட்டுப்பாளையம், விழுப்புரம். (2) பா.குபேரன், மாரியம்மன் கோவில் தெரு, ஈச்சங்காடு, டி.மேட்டுப்பாளையம், விழுப்புரம். (3) சே.ஜெயமூர்த்தி, மாரியம்மன் கோவில் தெரு, ஈச்சங்காடு, டி.மேட்டுப்பாளையம், விழுப்புரம். [37,178,251,250]
booth-row [493,173,707,198]
paragraph: துணை அமைப்பாளர்கள் : (1) ம.கபிலன், 145/5, காமராஜர் தெரு, அயினம்பாளையம், டி.மேட்டுப்பாளையம், விழுப்புரம். (2) க.சுமன், அயினம்பாளையம் பழைய குடியிருப்பு, டி.மேட்டுப்பாளையம், விழுப்புரம். [265,1060,479,1107]
booth-row [265,345,479,370]
paragraph: அமைப்பாளர் : செ.கௌதம்ராஜ், அமீர்அப்பாஸ் நகர், அயினம்பாளையம், டி.மேட்டுப்பாளையம், விழுப்புரம். [265,1031,479,1053]
booth-organizer: சி.மூர்த்தி, 16–33, பழைய ஆதிதிராவிடர் குடியிருப்பு, வெள்ளையாம்பட்டு. [767,866,909,888]
booth-organizer: ச.சதீஷ், 3–71, பழைய ஆதிதிராவிடர் குடியிருப்பு, கடையம், விழுப்புரம். [539,1236,668,1258]
booth-number: பாகம்–3 : [493,755,528,764]
booth-organizer: எஸ்.பிரேம்நாத் மாம்பழப்பட்டு சாலை, ஸ்டாலின் நகர், நன்னாடு, விழுப்புரம், மாவட்டம். [83,851,217,885]
booth-row [721,317,935,342]
booth-row [493,227,707,265]
page-header [22,30,952,66]
subheading: பாக அமைப்பாளர்கள் : [330,331,414,340]
paragraph: துணை அமைப்பாளர்கள் : (1) கே.அஜித்குமார், தட்டார வீதி, பனமலை, விழுப்புரம். (2) சு.பழவராஜ், ஆஞ்சநேயர் கோவில் தெரு, பனமலை, விழுப்புரம். [721,1015,935,1050]
paragraph: அமைப்பாளர் : முபதன்குமார், 35/4, கே.பி.நகர், சென்னை பிரதான சாலை, வாசவி ஹோண்டா ஷோரூம், டி.மேட்டுப்பாளையம். [265,623,479,657]
booth-organizer: எஸ்.விக்னேஷ் 3/11, தலைவாழைத் தெரு, விநாயகர் நகர், விழுப்புரம், மாவட்டம். [83,745,230,767]
booth-number: பாகம் – 175 : [265,372,309,394]
section-banner: வெள்ளையாம்பட்டு ஊராட்சி [745,609,911,626]
branch-heading: கடையம் அண்ணா நகர் கிளை [538,1069,662,1079]
booth-row [37,811,251,849]
booth-list [721,1255,935,1403]
